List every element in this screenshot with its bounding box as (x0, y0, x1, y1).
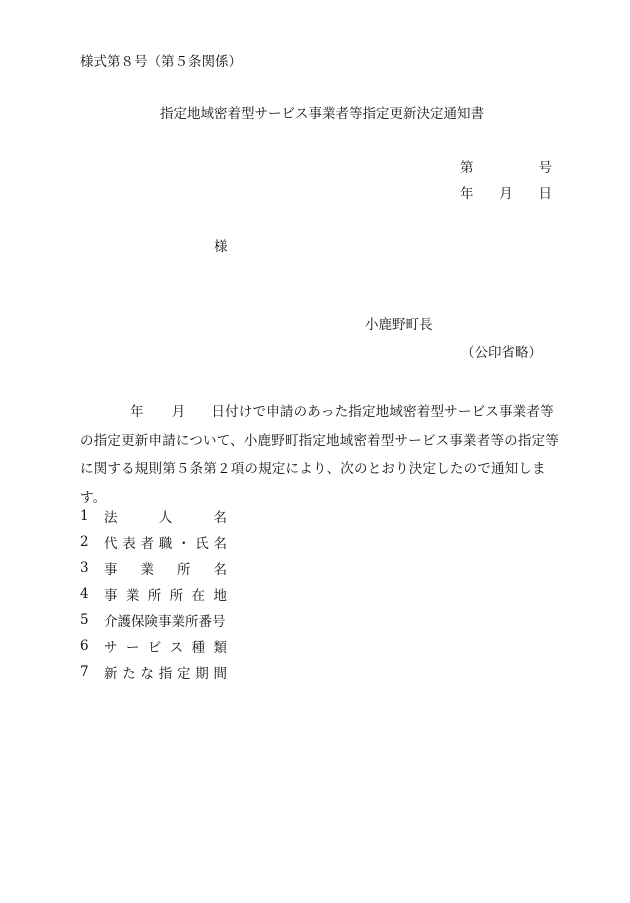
body-month: 月 (171, 404, 186, 420)
body-year: 年 (130, 404, 144, 420)
number-prefix: 第 (460, 160, 474, 176)
item-label (104, 532, 227, 552)
label-char: 表 (122, 536, 136, 552)
label-char: サ (104, 640, 118, 656)
label-char: 名 (213, 562, 227, 578)
item-label (104, 584, 227, 604)
label-char: 地 (213, 588, 227, 604)
label-char: た (122, 666, 136, 682)
label-char: 代 (104, 536, 118, 552)
label-char: 名 (213, 510, 227, 526)
label-char: 名 (213, 536, 227, 552)
label-char: 業 (140, 562, 154, 578)
list-item (80, 503, 227, 529)
label-char: な (140, 666, 154, 682)
label-char: 事 (104, 588, 118, 604)
item-number: 3 (80, 560, 89, 576)
list-item (80, 633, 227, 659)
body-text: 日付けで申請のあった指定地域密着型サービス事業者等の指定更新申請について、小鹿野町指定地域密着型サービス事業者等の指定等に関する規則第５条第２項の規定により、次のとおり決定したので通知します。 (80, 404, 559, 506)
item-label (104, 506, 227, 526)
label-char: 定 (177, 666, 191, 682)
label-char: ビ (147, 640, 162, 656)
label-char: 介護保険事業所番号 (104, 614, 226, 630)
label-char: ・ (177, 536, 191, 552)
item-number: 1 (80, 508, 89, 524)
list-item (80, 529, 227, 555)
label-char: 業 (125, 588, 140, 604)
label-char: 在 (191, 588, 206, 604)
item-number: 7 (80, 664, 89, 680)
issuer-name: 小鹿野町長 (365, 317, 433, 333)
label-char: 期 (195, 666, 209, 682)
date-day: 日 (538, 186, 552, 202)
label-char: 間 (213, 666, 227, 682)
label-char: 者 (140, 536, 154, 552)
document-title: 指定地域密着型サービス事業者等指定更新決定通知書 (160, 106, 484, 122)
item-number: 2 (80, 534, 89, 550)
label-char: 類 (213, 640, 227, 656)
label-char: 種 (191, 640, 206, 656)
date-year: 年 (460, 186, 474, 202)
list-item (80, 607, 227, 633)
label-char: 職 (158, 536, 173, 552)
label-char: 新 (104, 666, 118, 682)
seal-note: （公印省略） (461, 345, 542, 361)
list-item (80, 659, 227, 685)
label-char: 所 (177, 562, 191, 578)
date-month: 月 (499, 186, 513, 202)
number-suffix: 号 (538, 160, 552, 176)
label-char: ー (125, 640, 140, 656)
notice-body (80, 398, 560, 512)
list-item (80, 581, 227, 607)
addressee-suffix: 様 (214, 239, 228, 255)
label-char: 事 (104, 562, 118, 578)
item-number: 5 (80, 612, 89, 628)
label-char: 指 (158, 666, 173, 682)
document-number-line (460, 162, 552, 176)
label-char: ス (169, 640, 184, 656)
label-char: 所 (147, 588, 162, 604)
document-date-line (460, 188, 552, 202)
label-char: 人 (158, 510, 173, 526)
list-item (80, 555, 227, 581)
item-label (104, 636, 227, 656)
item-label (104, 662, 227, 682)
item-number: 4 (80, 586, 89, 602)
items-list (80, 503, 227, 685)
item-label (104, 610, 227, 630)
form-number: 様式第８号（第５条関係） (80, 54, 242, 70)
label-char: 所 (169, 588, 184, 604)
item-number: 6 (80, 638, 89, 654)
label-char: 法 (104, 510, 118, 526)
item-label (104, 558, 227, 578)
label-char: 氏 (195, 536, 209, 552)
